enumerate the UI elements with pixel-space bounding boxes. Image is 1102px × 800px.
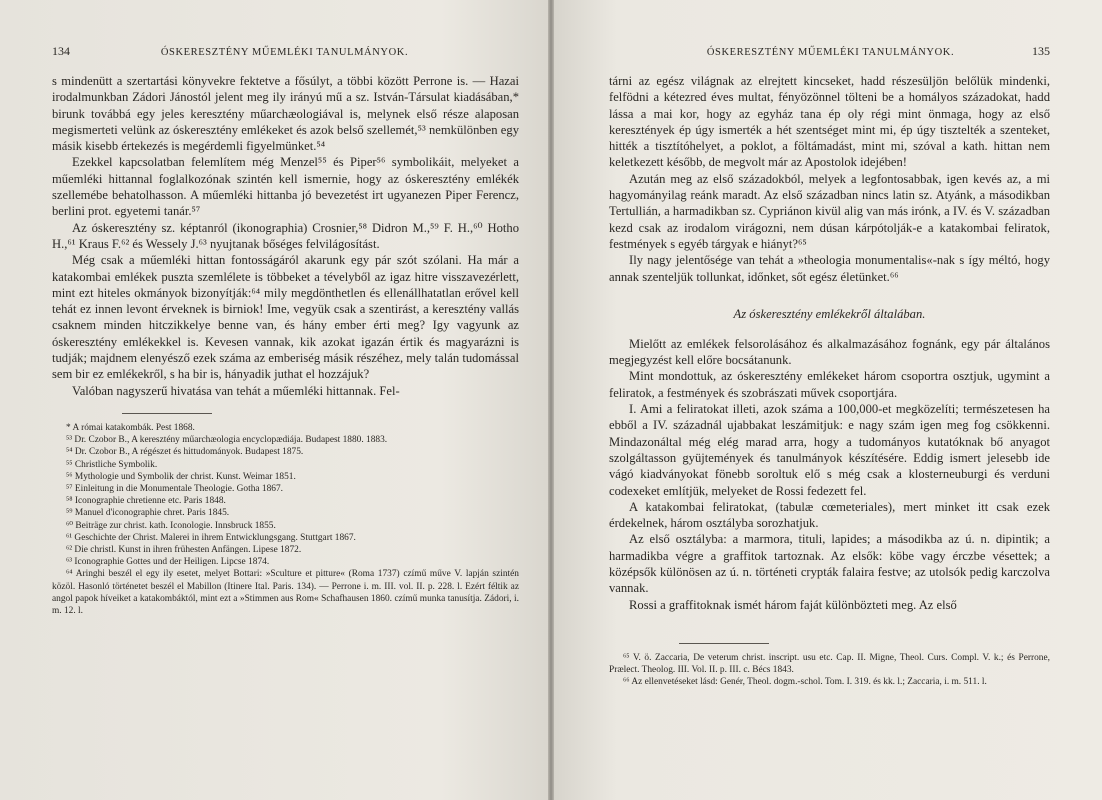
paragraph: Mint mondottuk, az óskeresztény emlékeket három csoportra osztjuk, ugymint a feliratok, a festmények és szobrászati művek csoportjára. xyxy=(609,369,1050,400)
footnote: ⁶⁵ V. ö. Zaccaria, De veterum christ. inscript. usu etc. Cap. II. Migne, Theol. Curs. Compl. V. k.; és Perrone, Prælect. Theolog. III. Vol. II. p. III. c. Bécs 1843. xyxy=(609,652,1050,676)
paragraph: Mielőtt az emlékek felsorolásához és alkalmazásához fognánk, egy pár általános megjegyzést kell előre bocsátanunk. xyxy=(609,336,1050,368)
book-gutter xyxy=(548,0,554,800)
footnote: ⁶² Die christl. Kunst in ihren frühesten Anfängen. Lipese 1872. xyxy=(66,544,302,555)
footnote: * A római katakombák. Pest 1868. xyxy=(66,422,195,433)
footnote: ⁵⁸ Iconographie chretienne etc. Paris 1848. xyxy=(66,496,226,507)
footnote: ⁵⁵ Christliche Symbolik. xyxy=(66,459,158,470)
footnote: ⁶¹ Geschichte der Christ. Malerei in ihrem Entwicklungsgang. Stuttgart 1867. xyxy=(66,532,356,543)
footnote: ⁶⁴ Aringhi beszél el egy ily esetet, melyet Bottari: »Sculture et pitture« (Roma 1737) czímű műve V. lapján szintén közöl. Hasonló történetet beszél el Mabillon (Itinere Ital. Paris. 134). — Perrone i. m. III. vol. II. p. 228. l. Ezért féltik az angol papok híveiket a katakombáktól, mint ezt a »Stimmen aus Rom« Schafhausen 1860. czímű munka tanusítja. Zádori, i. m. 12. l. xyxy=(52,569,519,616)
footnote-rule-right xyxy=(679,643,769,644)
footnote: ⁵⁴ Dr. Czobor B., A régészet és hittudományok. Budapest 1875. xyxy=(66,447,304,458)
paragraph: I. Ami a feliratokat illeti, azok száma a 100,000-et megközelíti; természetesen ha ebből a IV. századnál ujabbakat leszámitjuk: e nagy szám igen meg fog csökkenni. Mindazonáltal még elég marad arra, hogy a tudományos kutatóknak bő anyagot szolgáltasson gyüjtemények és tanulmányok készítésére. Eddig ismert jelesebb ide vágó kiadványokat fönebb soroltuk elő s még csak a klosterneuburgi és verduni codexeket említjük, melyeket de Rossi fedezett fel. xyxy=(609,402,1050,498)
footnote: ⁶⁶ Az ellenvetéseket lásd: Genér, Theol. dogm.-schol. Tom. I. 319. és kk. l.; Zaccaria, i. m. 511. l. xyxy=(623,677,987,688)
section-title: Az óskeresztény emlékekről általában. xyxy=(733,306,926,321)
footnotes-right xyxy=(609,652,1050,689)
body-text-right xyxy=(609,73,1050,613)
running-head-title-left: ÓSKERESZTÉNY MŰEMLÉKI TANULMÁNYOK. xyxy=(160,47,409,58)
page-number-right: 135 xyxy=(1032,44,1050,58)
paragraph: Az óskeresztény sz. képtanról (ikonographia) Crosnier,⁵⁸ Didron M.,⁵⁹ F. H.,⁶⁰ Hotho H.,⁶¹ Kraus F.⁶² és Wessely J.⁶³ nyujtanak bőséges felvilágosítást. xyxy=(52,220,519,251)
footnote: ⁶³ Iconographie Gottes und der Heiligen. Lipcse 1874. xyxy=(66,557,270,568)
footnote: ⁶⁰ Beiträge zur christ. kath. Iconologie. Innsbruck 1855. xyxy=(66,520,276,531)
running-head-left xyxy=(52,44,519,59)
paragraph: Ily nagy jelentősége van tehát a »theologia monumentalis«-nak s így méltó, hogy annak szenteljük tollunkat, időnket, sőt egész életünket.⁶⁶ xyxy=(609,253,1050,284)
footnote-rule-left xyxy=(122,413,212,414)
paragraph: Még csak a műemléki hittan fontosságáról akarunk egy pár szót szólani. Ha már a katakombai emlékek puszta szemlélete is többeket a tévelyből az igaz hitre visszavezérlett, mint ezt hiteles okmányok bizonyítják:⁶⁴ mily megdönthetlen és ellenállhatatlan erővel kell tehát ez innen levont érveknek is birniok! Ime, vegyük csak a szentirást, a keresztény vallás csaknem minden hitczikkelye benne van, és hány ember érti meg? Igy vagyunk az óskeresztény emlékekkel is. Kevesen vannak, kik azokat igazán értik és magyarázni is tudják; majdnem elenyésző ezek száma az emberiség másik részéhez, mely talán tudomással sem bir ez emlékekről, s ha bir is, hányadik juthat el hozzájuk? xyxy=(52,253,519,382)
paragraph: Ezekkel kapcsolatban felemlítem még Menzel⁵⁵ és Piper⁵⁶ symbolikáit, melyeket a műemléki hittannal foglalkozónak szintén kell ismernie, hogy az óskeresztény emlékék szellemébe behatolhasson. A műemléki hittanba jó bevezetést irt ugyanezen Piper Ferencz, berlini prot. egyetemi tanár.⁵⁷ xyxy=(52,155,519,219)
paragraph: Azután meg az első századokból, melyek a legfontosabbak, igen kevés az, a mi hagyományilag reánk maradt. Az első században nincs latin sz. Atyánk, a másodikban Tertullián, a harmadikban sz. Cypriánon kivül alig van más irónk, a IV. és V. században kezd csak az irodalom virágozni, nem dúsan kárpótolják-e a katakombai feliratok, festmények s egyéb tárgyak e hiányt?⁶⁵ xyxy=(609,171,1050,251)
paragraph: tárni az egész világnak az elrejtett kincseket, hadd részesüljön belőlük mindenki, felfödni a kétezred éves multat, fényözönnel tölteni be a homályos századokat, hadd lássa a mai kor, hogy az egyház tana ép oly régi mint önmaga, hogy az első keresztények ép úgy ismerték a hét szentséget mint mi, ép úgy tisztelték a szenteket, hitték a tisztítóhelyet, a poklot, a föltámadást, mint mi, szóval a kath. hittan nem keletkezett később, de megvolt már az Apostolok idejében! xyxy=(609,74,1050,170)
paragraph: Rossi a graffitoknak ismét három faját különbözteti meg. Az első xyxy=(629,597,957,612)
paragraph: Valóban nagyszerű hivatása van tehát a műemléki hittannak. Fel- xyxy=(72,383,400,398)
paragraph: Az első osztályba: a marmora, tituli, lapides; a másodikba az ú. n. dipintik; a harmadikba végre a graffitok tartoznak. Az elsők: köbe vagy érczbe vésettek; a középsők különösen az ú. n. történeti crypták falaira festve; az utolsók pedig karczolva vannak. xyxy=(609,532,1050,596)
footnote: ⁵⁷ Einleitung in die Monumentale Theologie. Gotha 1867. xyxy=(66,483,284,494)
page-number-left: 134 xyxy=(52,44,70,58)
footnote: ⁵⁶ Mythologie und Symbolik der christ. Kunst. Weimar 1851. xyxy=(66,471,296,482)
running-head-right xyxy=(609,44,1050,59)
paragraph: s mindenütt a szertartási könyvekre fektetve a fősúlyt, a többi között Perrone is. — Hazai irodalmunkban Zádori Jánostól jelent meg ily irányú mű a sz. István-Társulat kiadásában,* birunk továbbá egy jeles keresztény műarchæologiával is, melynek első része alaposan megismerteti velünk az óskeresztény emlékeket és azok belső szellemét,⁵³ nemkülönben egy másik kisebb értekezés is megérdemli figyelmünket.⁵⁴ xyxy=(52,74,519,154)
right-page xyxy=(551,0,1102,800)
body-text-left xyxy=(52,73,519,399)
footnote: ⁵³ Dr. Czobor B., A keresztény műarchæologia encyclopædiája. Budapest 1880. 1883. xyxy=(66,435,388,446)
paragraph: A katakombai feliratokat, (tabulæ cœmeteriales), mert minket itt csak ezek érdekelnek, három osztályba sorozhatjuk. xyxy=(609,499,1050,531)
footnote: ⁵⁹ Manuel d'iconographie chret. Paris 1845. xyxy=(66,508,230,519)
running-head-title-right: ÓSKERESZTÉNY MŰEMLÉKI TANULMÁNYOK. xyxy=(706,47,955,58)
footnotes-left xyxy=(52,422,519,617)
